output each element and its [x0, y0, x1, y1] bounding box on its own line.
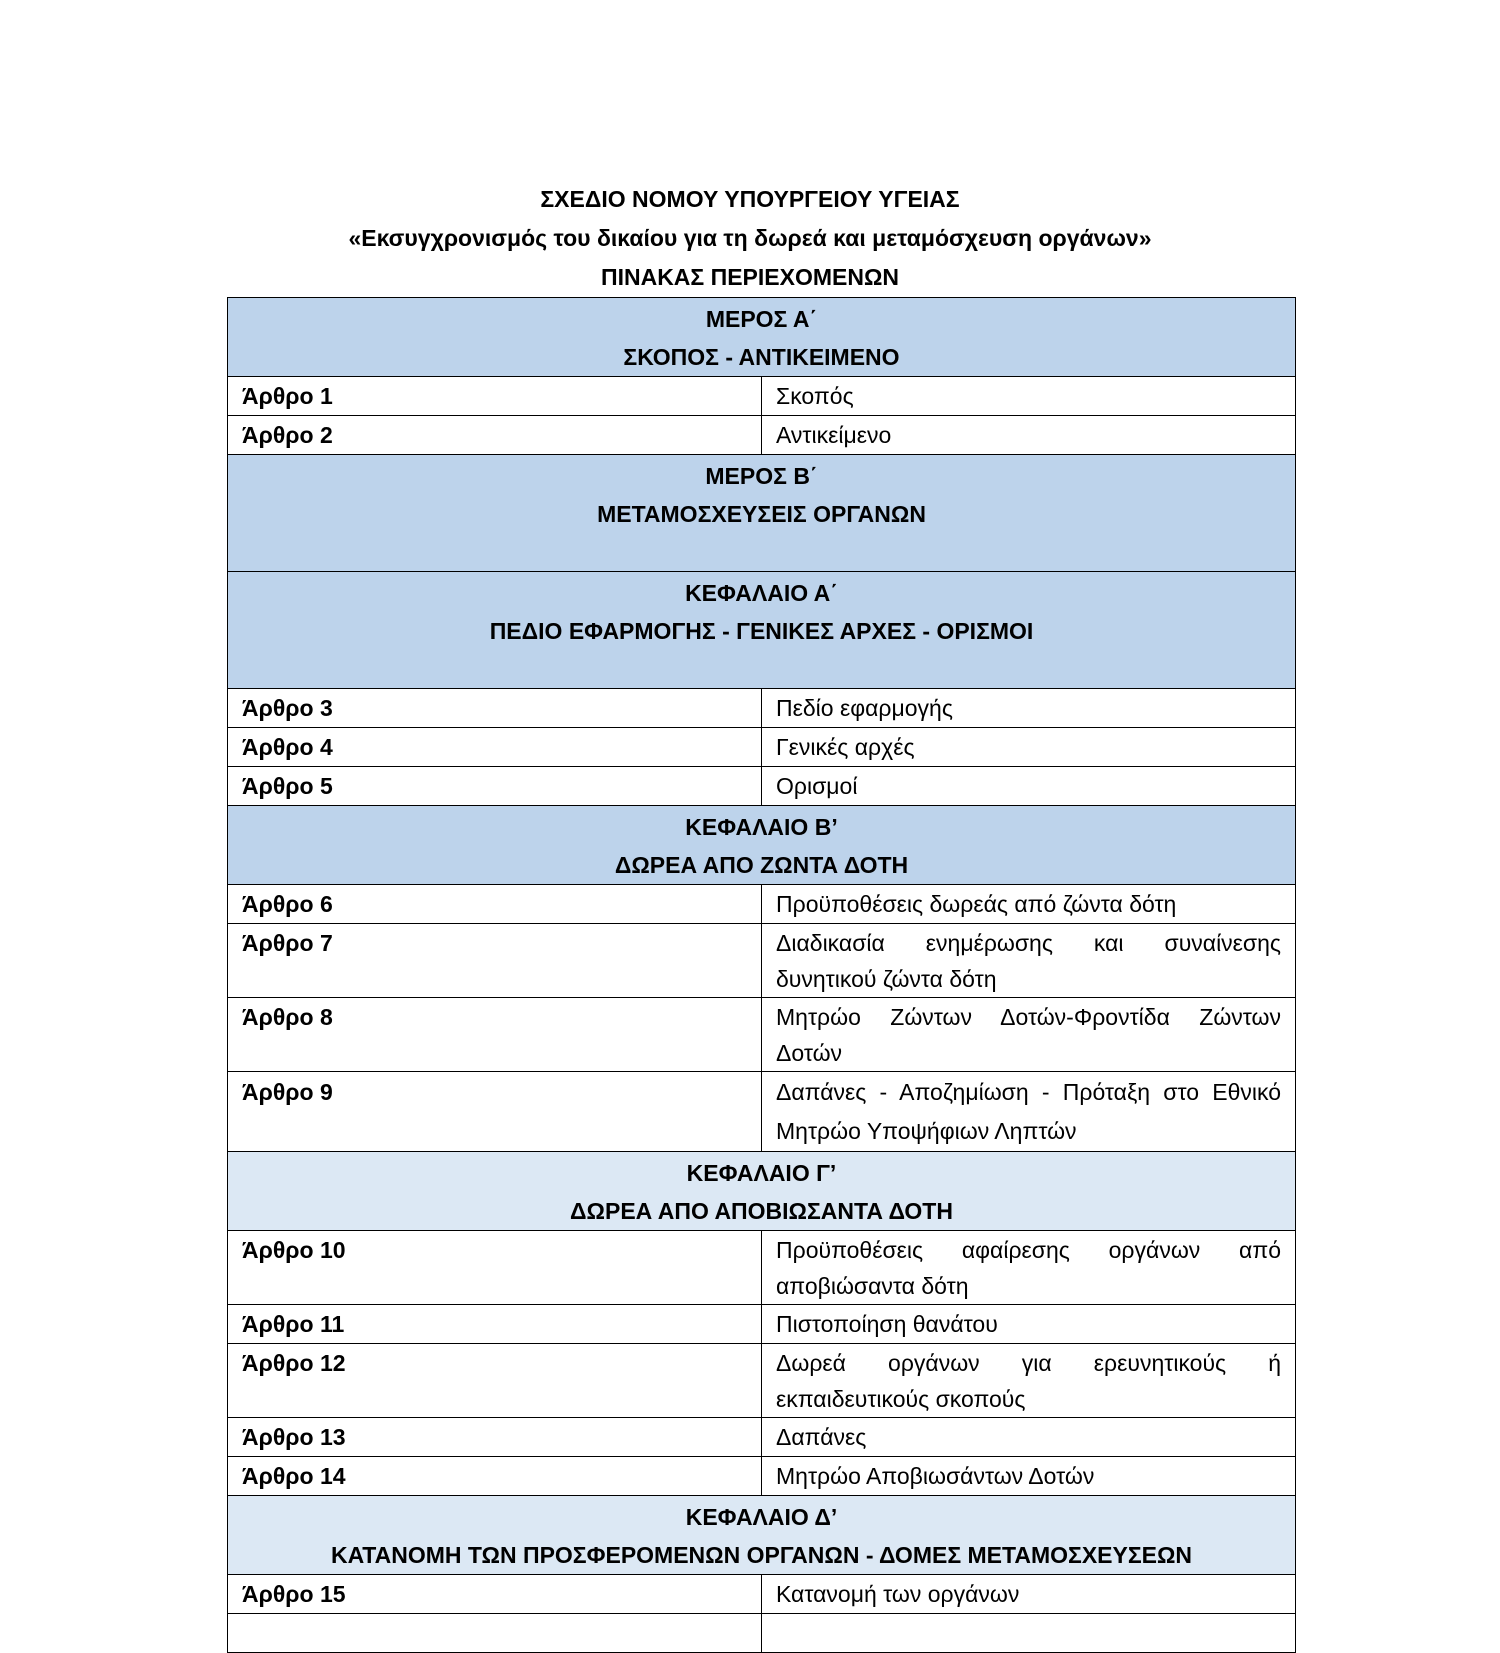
article-title: Πιστοποίηση θανάτου	[762, 1305, 1296, 1344]
document-subtitle: «Εκσυγχρονισμός του δικαίου για τη δωρεά και μεταμόσχευση οργάνων»	[348, 225, 1152, 251]
section-title: ΜΕΤΑΜΟΣΧΕΥΣΕΙΣ ΟΡΓΑΝΩΝ	[597, 501, 926, 527]
section-header-meros-a	[228, 298, 1296, 377]
article-number: Άρθρο 2	[228, 416, 762, 455]
article-number: Άρθρο 14	[228, 1457, 762, 1496]
toc-row	[228, 1305, 1296, 1344]
article-number: Άρθρο 11	[228, 1305, 762, 1344]
chapter-header-c	[228, 1152, 1296, 1231]
article-number: Άρθρο 10	[228, 1231, 762, 1305]
article-number: Άρθρο 5	[228, 767, 762, 806]
chapter-title: ΚΑΤΑΝΟΜΗ ΤΩΝ ΠΡΟΣΦΕΡΟΜΕΝΩΝ ΟΡΓΑΝΩΝ - ΔΟΜΕΣ ΜΕΤΑΜΟΣΧΕΥΣΕΩΝ	[330, 1542, 1193, 1568]
section-header-meros-b	[228, 455, 1296, 572]
chapter-header-b	[228, 806, 1296, 885]
article-number: Άρθρο 8	[228, 998, 762, 1072]
article-title: Δαπάνες - Αποζημίωση - Πρόταξη στο Εθνικό Μητρώο Υποψήφιων Ληπτών	[762, 1072, 1296, 1152]
section-title: ΣΚΟΠΟΣ - ΑΝΤΙΚΕΙΜΕΝΟ	[623, 344, 900, 370]
article-title: Πεδίο εφαρμογής	[762, 689, 1296, 728]
article-number: Άρθρο 9	[228, 1072, 762, 1152]
chapter-title: ΔΩΡΕΑ ΑΠΟ ΑΠΟΒΙΩΣΑΝΤΑ ΔΟΤΗ	[570, 1198, 953, 1224]
section-label: ΜΕΡΟΣ Α΄	[705, 306, 818, 332]
article-title: Αντικείμενο	[762, 416, 1296, 455]
toc-row	[228, 377, 1296, 416]
chapter-label: ΚΕΦΑΛΑΙΟ Δ’	[685, 1504, 838, 1530]
chapter-label: ΚΕΦΑΛΑΙΟ Β’	[685, 814, 838, 840]
article-number: Άρθρο 7	[228, 924, 762, 998]
toc-table	[227, 297, 1296, 1653]
article-number: Άρθρο 3	[228, 689, 762, 728]
toc-heading: ΠΙΝΑΚΑΣ ΠΕΡΙΕΧΟΜΕΝΩΝ	[600, 264, 900, 290]
article-title: Προϋποθέσεις αφαίρεσης οργάνων από αποβιώσαντα δότη	[762, 1231, 1296, 1305]
article-number: Άρθρο 6	[228, 885, 762, 924]
article-title: Διαδικασία ενημέρωσης και συναίνεσης δυνητικού ζώντα δότη	[762, 924, 1296, 998]
toc-row	[228, 1418, 1296, 1457]
article-title: Μητρώο Ζώντων Δοτών-Φροντίδα Ζώντων Δοτών	[762, 998, 1296, 1072]
article-title: Σκοπός	[762, 377, 1296, 416]
toc-row	[228, 1072, 1296, 1152]
chapter-header-a	[228, 572, 1296, 689]
chapter-title: ΔΩΡΕΑ ΑΠΟ ΖΩΝΤΑ ΔΟΤΗ	[614, 852, 909, 878]
article-title: Προϋποθέσεις δωρεάς από ζώντα δότη	[762, 885, 1296, 924]
toc-row	[228, 416, 1296, 455]
document-header	[0, 183, 1500, 300]
toc-row	[228, 885, 1296, 924]
toc-row	[228, 1344, 1296, 1418]
toc-row-partial	[228, 1614, 1296, 1653]
chapter-header-d	[228, 1496, 1296, 1575]
chapter-label: ΚΕΦΑΛΑΙΟ Α΄	[685, 580, 838, 606]
article-number: Άρθρο 1	[228, 377, 762, 416]
toc-row	[228, 1457, 1296, 1496]
article-title: Κατανομή των οργάνων	[762, 1575, 1296, 1614]
toc-row	[228, 1575, 1296, 1614]
article-number: Άρθρο 4	[228, 728, 762, 767]
document-title: ΣΧΕΔΙΟ ΝΟΜΟΥ ΥΠΟΥΡΓΕΙΟΥ ΥΓΕΙΑΣ	[540, 186, 960, 212]
article-title: Ορισμοί	[762, 767, 1296, 806]
toc-row	[228, 1231, 1296, 1305]
chapter-label: ΚΕΦΑΛΑΙΟ Γ’	[686, 1160, 837, 1186]
toc-row	[228, 767, 1296, 806]
toc-row	[228, 998, 1296, 1072]
chapter-title: ΠΕΔΙΟ ΕΦΑΡΜΟΓΗΣ - ΓΕΝΙΚΕΣ ΑΡΧΕΣ - ΟΡΙΣΜΟΙ	[489, 618, 1034, 644]
toc-row	[228, 728, 1296, 767]
toc-row	[228, 924, 1296, 998]
article-number: Άρθρο 15	[228, 1575, 762, 1614]
article-title: Γενικές αρχές	[762, 728, 1296, 767]
section-label: ΜΕΡΟΣ Β΄	[705, 463, 818, 489]
article-title: Μητρώο Αποβιωσάντων Δοτών	[762, 1457, 1296, 1496]
toc-row	[228, 689, 1296, 728]
article-title: Δωρεά οργάνων για ερευνητικούς ή εκπαιδευτικούς σκοπούς	[762, 1344, 1296, 1418]
article-number: Άρθρο 13	[228, 1418, 762, 1457]
article-number: Άρθρο 12	[228, 1344, 762, 1418]
article-title: Δαπάνες	[762, 1418, 1296, 1457]
